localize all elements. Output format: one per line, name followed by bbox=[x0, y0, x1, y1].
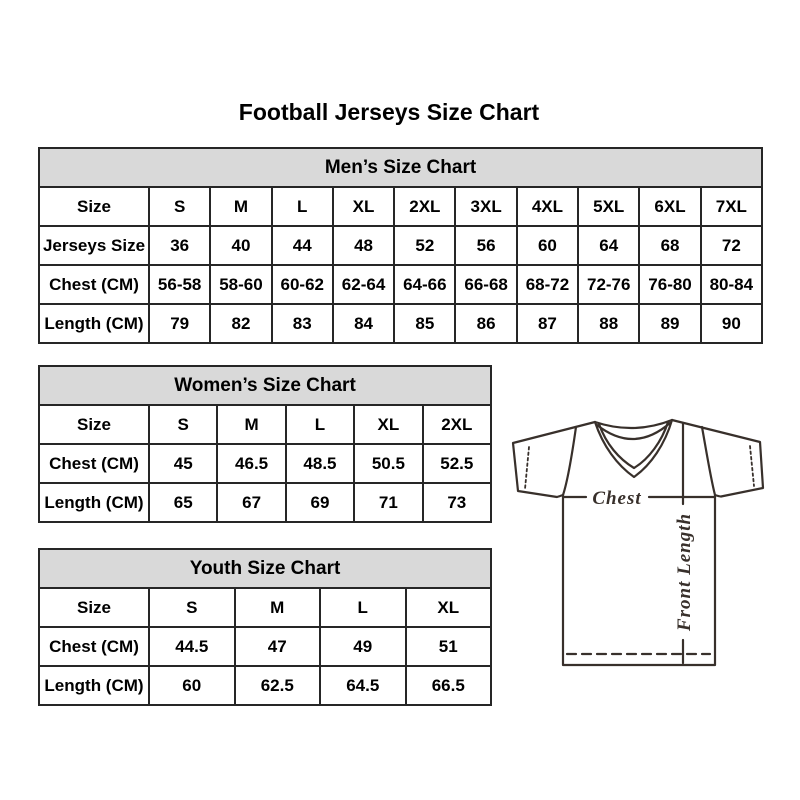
womens-size-table-section bbox=[38, 365, 492, 523]
cell-value: 71 bbox=[354, 483, 422, 522]
cell-value: 72 bbox=[701, 226, 762, 265]
cell-value: 87 bbox=[517, 304, 578, 343]
column-header-row bbox=[39, 187, 762, 226]
cell-value: 56-58 bbox=[149, 265, 210, 304]
chest-measure-label: Chest bbox=[592, 488, 642, 509]
table-row bbox=[39, 304, 762, 343]
column-header: 5XL bbox=[578, 187, 639, 226]
cell-value: 86 bbox=[455, 304, 516, 343]
cell-value: 40 bbox=[210, 226, 271, 265]
page-title: Football Jerseys Size Chart bbox=[238, 99, 540, 125]
cell-value: 89 bbox=[639, 304, 700, 343]
cell-value: 44 bbox=[272, 226, 333, 265]
cell-value: 56 bbox=[455, 226, 516, 265]
jersey-cuff-stitch-left-icon bbox=[525, 447, 529, 489]
row-label-header: Size bbox=[39, 588, 149, 627]
cell-value: 66-68 bbox=[455, 265, 516, 304]
cell-value: 68-72 bbox=[517, 265, 578, 304]
cell-value: 46.5 bbox=[217, 444, 285, 483]
cell-value: 67 bbox=[217, 483, 285, 522]
cell-value: 58-60 bbox=[210, 265, 271, 304]
cell-value: 44.5 bbox=[149, 627, 235, 666]
column-header: 6XL bbox=[639, 187, 700, 226]
jersey-measurement-diagram bbox=[500, 400, 780, 680]
mens-size-table-section bbox=[38, 147, 763, 344]
youth-size-table-section bbox=[38, 548, 492, 706]
table-row bbox=[39, 483, 491, 522]
column-header: XL bbox=[354, 405, 422, 444]
jersey-back-collar-icon bbox=[595, 420, 672, 428]
cell-value: 80-84 bbox=[701, 265, 762, 304]
cell-value: 60 bbox=[517, 226, 578, 265]
row-label: Length (CM) bbox=[39, 304, 149, 343]
cell-value: 49 bbox=[320, 627, 406, 666]
cell-value: 64 bbox=[578, 226, 639, 265]
cell-value: 76-80 bbox=[639, 265, 700, 304]
table-row bbox=[39, 265, 762, 304]
column-header-row bbox=[39, 405, 491, 444]
cell-value: 85 bbox=[394, 304, 455, 343]
column-header: 3XL bbox=[455, 187, 516, 226]
column-header: S bbox=[149, 588, 235, 627]
column-header: S bbox=[149, 187, 210, 226]
cell-value: 60-62 bbox=[272, 265, 333, 304]
table-title-row bbox=[39, 549, 491, 588]
cell-value: 83 bbox=[272, 304, 333, 343]
table-row bbox=[39, 666, 491, 705]
cell-value: 62-64 bbox=[333, 265, 394, 304]
column-header: L bbox=[272, 187, 333, 226]
cell-value: 68 bbox=[639, 226, 700, 265]
column-header: 2XL bbox=[394, 187, 455, 226]
column-header: L bbox=[320, 588, 406, 627]
column-header: S bbox=[149, 405, 217, 444]
cell-value: 52.5 bbox=[423, 444, 491, 483]
cell-value: 69 bbox=[286, 483, 354, 522]
cell-value: 64-66 bbox=[394, 265, 455, 304]
cell-value: 66.5 bbox=[406, 666, 492, 705]
cell-value: 60 bbox=[149, 666, 235, 705]
table-row bbox=[39, 444, 491, 483]
jersey-outline-icon bbox=[513, 420, 763, 665]
table-title-row bbox=[39, 366, 491, 405]
jersey-cuff-stitch-right-icon bbox=[750, 446, 754, 486]
column-header: XL bbox=[333, 187, 394, 226]
column-header: L bbox=[286, 405, 354, 444]
column-header: 7XL bbox=[701, 187, 762, 226]
column-header: M bbox=[210, 187, 271, 226]
cell-value: 48.5 bbox=[286, 444, 354, 483]
row-label: Jerseys Size bbox=[39, 226, 149, 265]
cell-value: 84 bbox=[333, 304, 394, 343]
row-label: Chest (CM) bbox=[39, 265, 149, 304]
column-header: 4XL bbox=[517, 187, 578, 226]
jersey-armhole-left-icon bbox=[563, 427, 576, 495]
cell-value: 73 bbox=[423, 483, 491, 522]
cell-value: 52 bbox=[394, 226, 455, 265]
cell-value: 90 bbox=[701, 304, 762, 343]
cell-value: 50.5 bbox=[354, 444, 422, 483]
cell-value: 64.5 bbox=[320, 666, 406, 705]
table-title: Youth Size Chart bbox=[39, 549, 491, 588]
cell-value: 51 bbox=[406, 627, 492, 666]
cell-value: 88 bbox=[578, 304, 639, 343]
jersey-armhole-right-icon bbox=[702, 427, 715, 495]
cell-value: 47 bbox=[235, 627, 321, 666]
row-label: Length (CM) bbox=[39, 483, 149, 522]
row-label: Chest (CM) bbox=[39, 627, 149, 666]
cell-value: 48 bbox=[333, 226, 394, 265]
row-label-header: Size bbox=[39, 187, 149, 226]
column-header: XL bbox=[406, 588, 492, 627]
table-row bbox=[39, 627, 491, 666]
column-header: M bbox=[235, 588, 321, 627]
cell-value: 65 bbox=[149, 483, 217, 522]
cell-value: 72-76 bbox=[578, 265, 639, 304]
size-table bbox=[38, 147, 763, 344]
table-title-row bbox=[39, 148, 762, 187]
cell-value: 82 bbox=[210, 304, 271, 343]
table-title: Men’s Size Chart bbox=[39, 148, 762, 187]
front-length-measure-label: Front Length bbox=[674, 512, 695, 632]
row-label: Length (CM) bbox=[39, 666, 149, 705]
row-label: Chest (CM) bbox=[39, 444, 149, 483]
column-header: 2XL bbox=[423, 405, 491, 444]
cell-value: 79 bbox=[149, 304, 210, 343]
table-title: Women’s Size Chart bbox=[39, 366, 491, 405]
size-table bbox=[38, 548, 492, 706]
cell-value: 62.5 bbox=[235, 666, 321, 705]
row-label-header: Size bbox=[39, 405, 149, 444]
column-header: M bbox=[217, 405, 285, 444]
cell-value: 45 bbox=[149, 444, 217, 483]
cell-value: 36 bbox=[149, 226, 210, 265]
table-row bbox=[39, 226, 762, 265]
column-header-row bbox=[39, 588, 491, 627]
size-table bbox=[38, 365, 492, 523]
